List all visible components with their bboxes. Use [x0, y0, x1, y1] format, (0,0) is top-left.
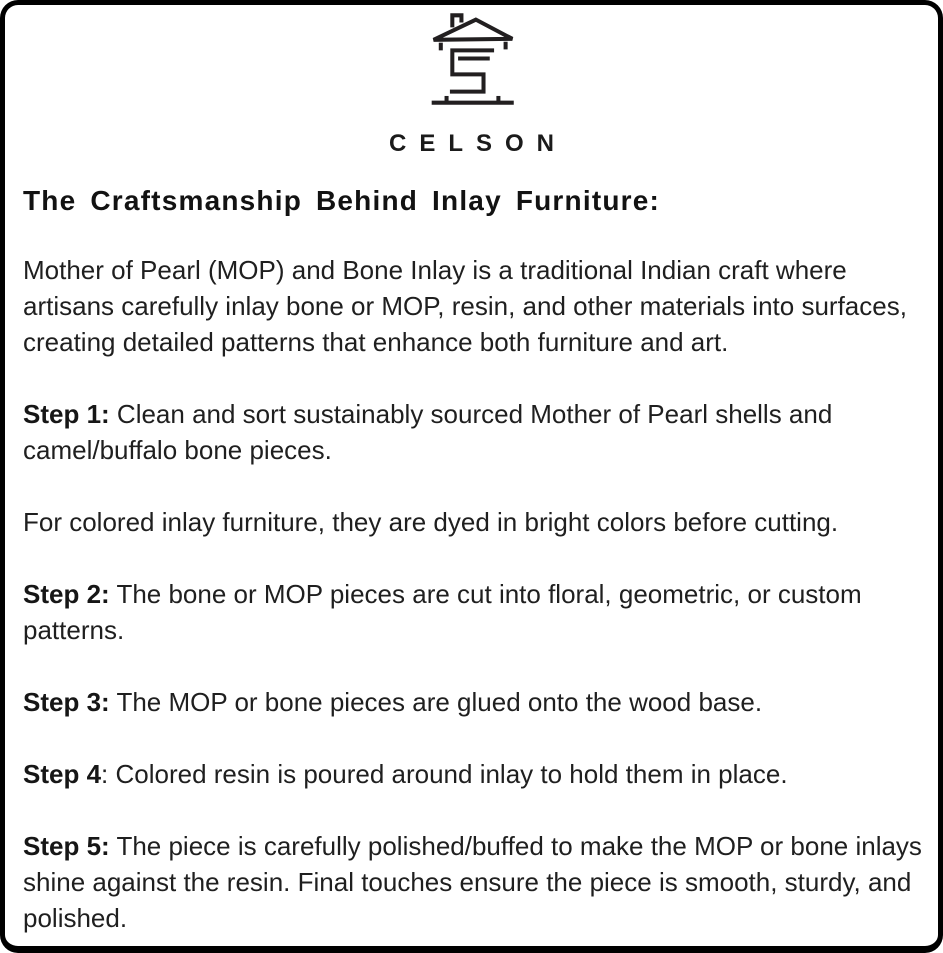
step-label: Step 1: — [23, 399, 110, 429]
brand-name: CELSON — [388, 130, 567, 157]
step-label: Step 3: — [23, 687, 110, 717]
brand-header — [21, 9, 922, 158]
celson-house-logo-icon — [424, 9, 520, 109]
page-title: The Craftsmanship Behind Inlay Furniture: — [23, 185, 661, 216]
paragraph: Step 4: Colored resin is poured around inlay to hold them in place. — [23, 759, 788, 789]
paragraph: Step 3: The MOP or bone pieces are glued onto the wood base. — [23, 687, 763, 717]
paragraph: Mother of Pearl (MOP) and Bone Inlay is a traditional Indian craft where artisans carefully inlay bone or MOP, resin, and other materials into surfaces, creating detailed patterns that enhance both furniture and art. — [23, 255, 907, 357]
paragraph: For colored inlay furniture, they are dyed in bright colors before cutting. — [23, 507, 839, 537]
paragraphs — [21, 252, 922, 936]
paragraph: Step 1: Clean and sort sustainably sourced Mother of Pearl shells and camel/buffalo bone pieces. — [23, 399, 833, 465]
step-label: Step 4 — [23, 759, 102, 789]
step-label: Step 5: — [23, 831, 110, 861]
paragraph: Step 5: The piece is carefully polished/buffed to make the MOP or bone inlays shine against the resin. Final touches ensure the piece is smooth, sturdy, and polished. — [23, 831, 922, 933]
paragraph: Step 2: The bone or MOP pieces are cut into floral, geometric, or custom patterns. — [23, 579, 862, 645]
step-label: Step 2: — [23, 579, 110, 609]
